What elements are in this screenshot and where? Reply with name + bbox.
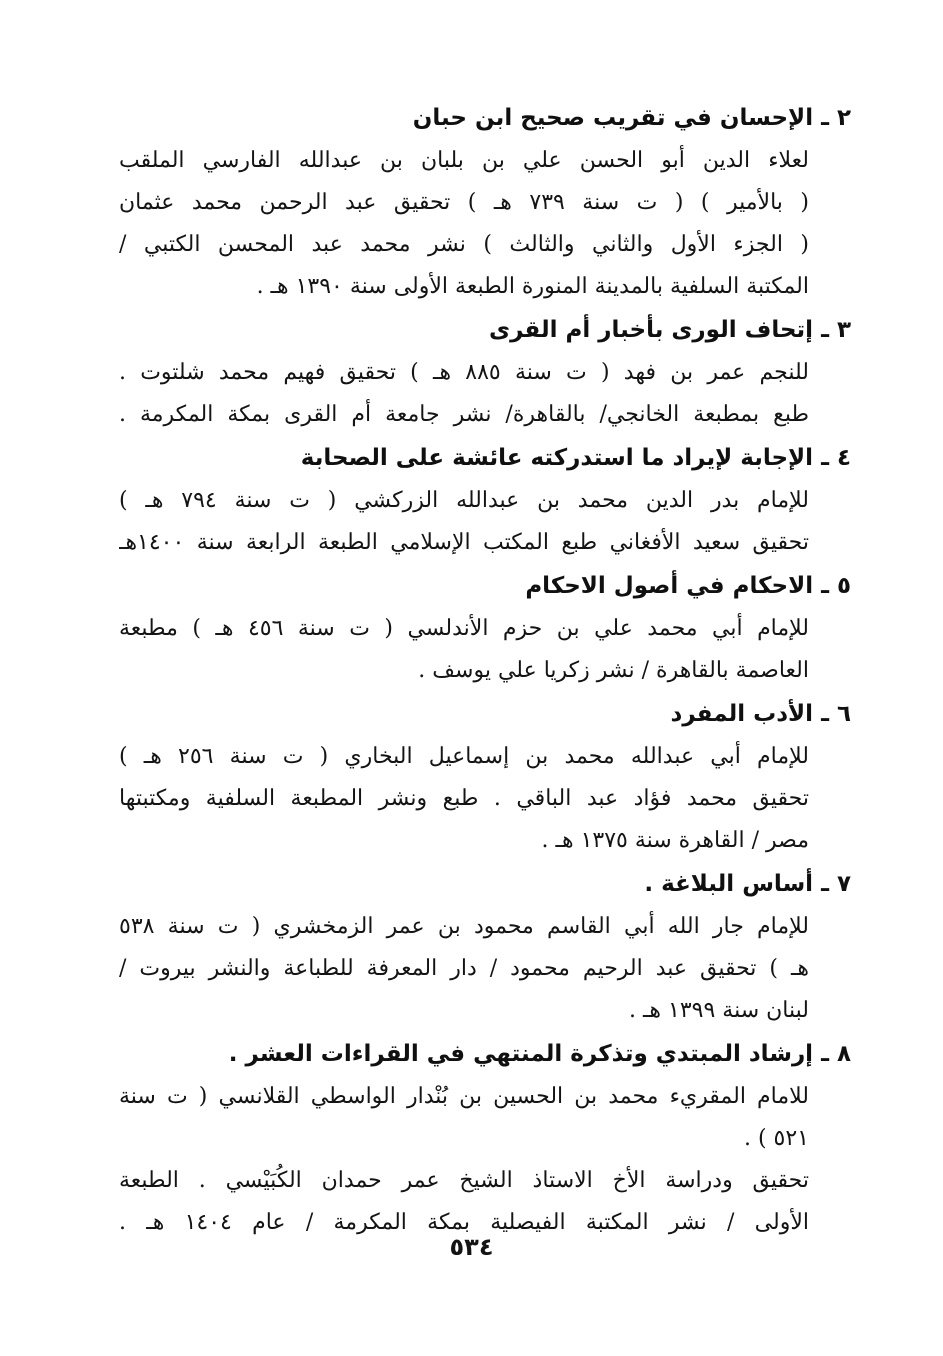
entry-line: للامام المقريء محمد بن الحسين بن بُنْدار الواسطي القلانسي ( ت سنة (119, 1084, 809, 1109)
entry-title: ٣ ـ إتحاف الورى بأخبار أم القرى (489, 317, 851, 343)
entry-line: لبنان سنة ١٣٩٩ هـ . (629, 998, 809, 1023)
entry-line: ٥٢١ ) . (743, 1126, 809, 1151)
bibliography-entry-8 (119, 1032, 851, 1244)
entry-title: ٨ ـ إرشاد المبتدي وتذكرة المنتهي في القراءات العشر . (228, 1041, 851, 1067)
entry-line: العاصمة بالقاهرة / نشر زكريا علي يوسف . (418, 658, 809, 683)
entry-line: للإمام جار الله أبي القاسم محمود بن عمر الزمخشري ( ت سنة ٥٣٨ (119, 914, 809, 939)
entry-line: هـ ) تحقيق عبد الرحيم محمود / دار المعرفة للطباعة والنشر بيروت / (119, 956, 809, 981)
entry-title: ٤ ـ الإجابة لإيراد ما استدركته عائشة على الصحابة (300, 445, 851, 471)
bibliography-entry-6 (119, 692, 851, 862)
entry-line: للإمام أبي محمد علي بن حزم الأندلسي ( ت سنة ٤٥٦ هـ ) مطبعة (119, 616, 809, 641)
bibliography-page (119, 96, 851, 1244)
entry-title: ٧ ـ أساس البلاغة . (644, 871, 851, 897)
entry-line: للإمام بدر الدين محمد بن عبدالله الزركشي ( ت سنة ٧٩٤ هـ ) (119, 488, 809, 513)
entry-line: الأولى / نشر المكتبة الفيصلية بمكة المكرمة / عام ١٤٠٤ هـ . (119, 1210, 809, 1235)
bibliography-entry-2 (119, 96, 851, 308)
page-number: ٥٣٤ (449, 1233, 494, 1261)
bibliography-entry-3 (119, 308, 851, 436)
entry-line: المكتبة السلفية بالمدينة المنورة الطبعة الأولى سنة ١٣٩٠ هـ . (256, 274, 809, 299)
entry-title: ٥ ـ الاحكام في أصول الاحكام (525, 573, 851, 599)
entry-title: ٢ ـ الإحسان في تقريب صحيح ابن حبان (412, 105, 851, 131)
bibliography-entry-4 (119, 436, 851, 564)
entry-line: ( الجزء الأول والثاني والثالث ) نشر محمد عبد المحسن الكتبي / (119, 232, 809, 257)
entry-line: مصر / القاهرة سنة ١٣٧٥ هـ . (541, 828, 809, 853)
entry-line: تحقيق سعيد الأفغاني طبع المكتب الإسلامي الطبعة الرابعة سنة ١٤٠٠هـ (119, 530, 809, 555)
entry-title: ٦ ـ الأدب المفرد (670, 701, 851, 727)
entry-line: طبع بمطبعة الخانجي/ بالقاهرة/ نشر جامعة أم القرى بمكة المكرمة . (119, 402, 809, 427)
entry-line: تحقيق ودراسة الأخ الاستاذ الشيخ عمر حمدان الكُبَيْسي . الطبعة (119, 1168, 809, 1193)
entry-line: لعلاء الدين أبو الحسن علي بن بلبان بن عبدالله الفارسي الملقب (119, 148, 809, 173)
entry-line: للإمام أبي عبدالله محمد بن إسماعيل البخاري ( ت سنة ٢٥٦ هـ ) (119, 744, 809, 769)
entry-line: ( بالأمير ) ( ت سنة ٧٣٩ هـ ) تحقيق عبد الرحمن محمد عثمان (119, 190, 809, 215)
entry-line: للنجم عمر بن فهد ( ت سنة ٨٨٥ هـ ) تحقيق فهيم محمد شلتوت . (119, 360, 809, 385)
bibliography-entry-5 (119, 564, 851, 692)
entry-line: تحقيق محمد فؤاد عبد الباقي . طبع ونشر المطبعة السلفية ومكتبتها (119, 786, 809, 811)
bibliography-entry-7 (119, 862, 851, 1032)
